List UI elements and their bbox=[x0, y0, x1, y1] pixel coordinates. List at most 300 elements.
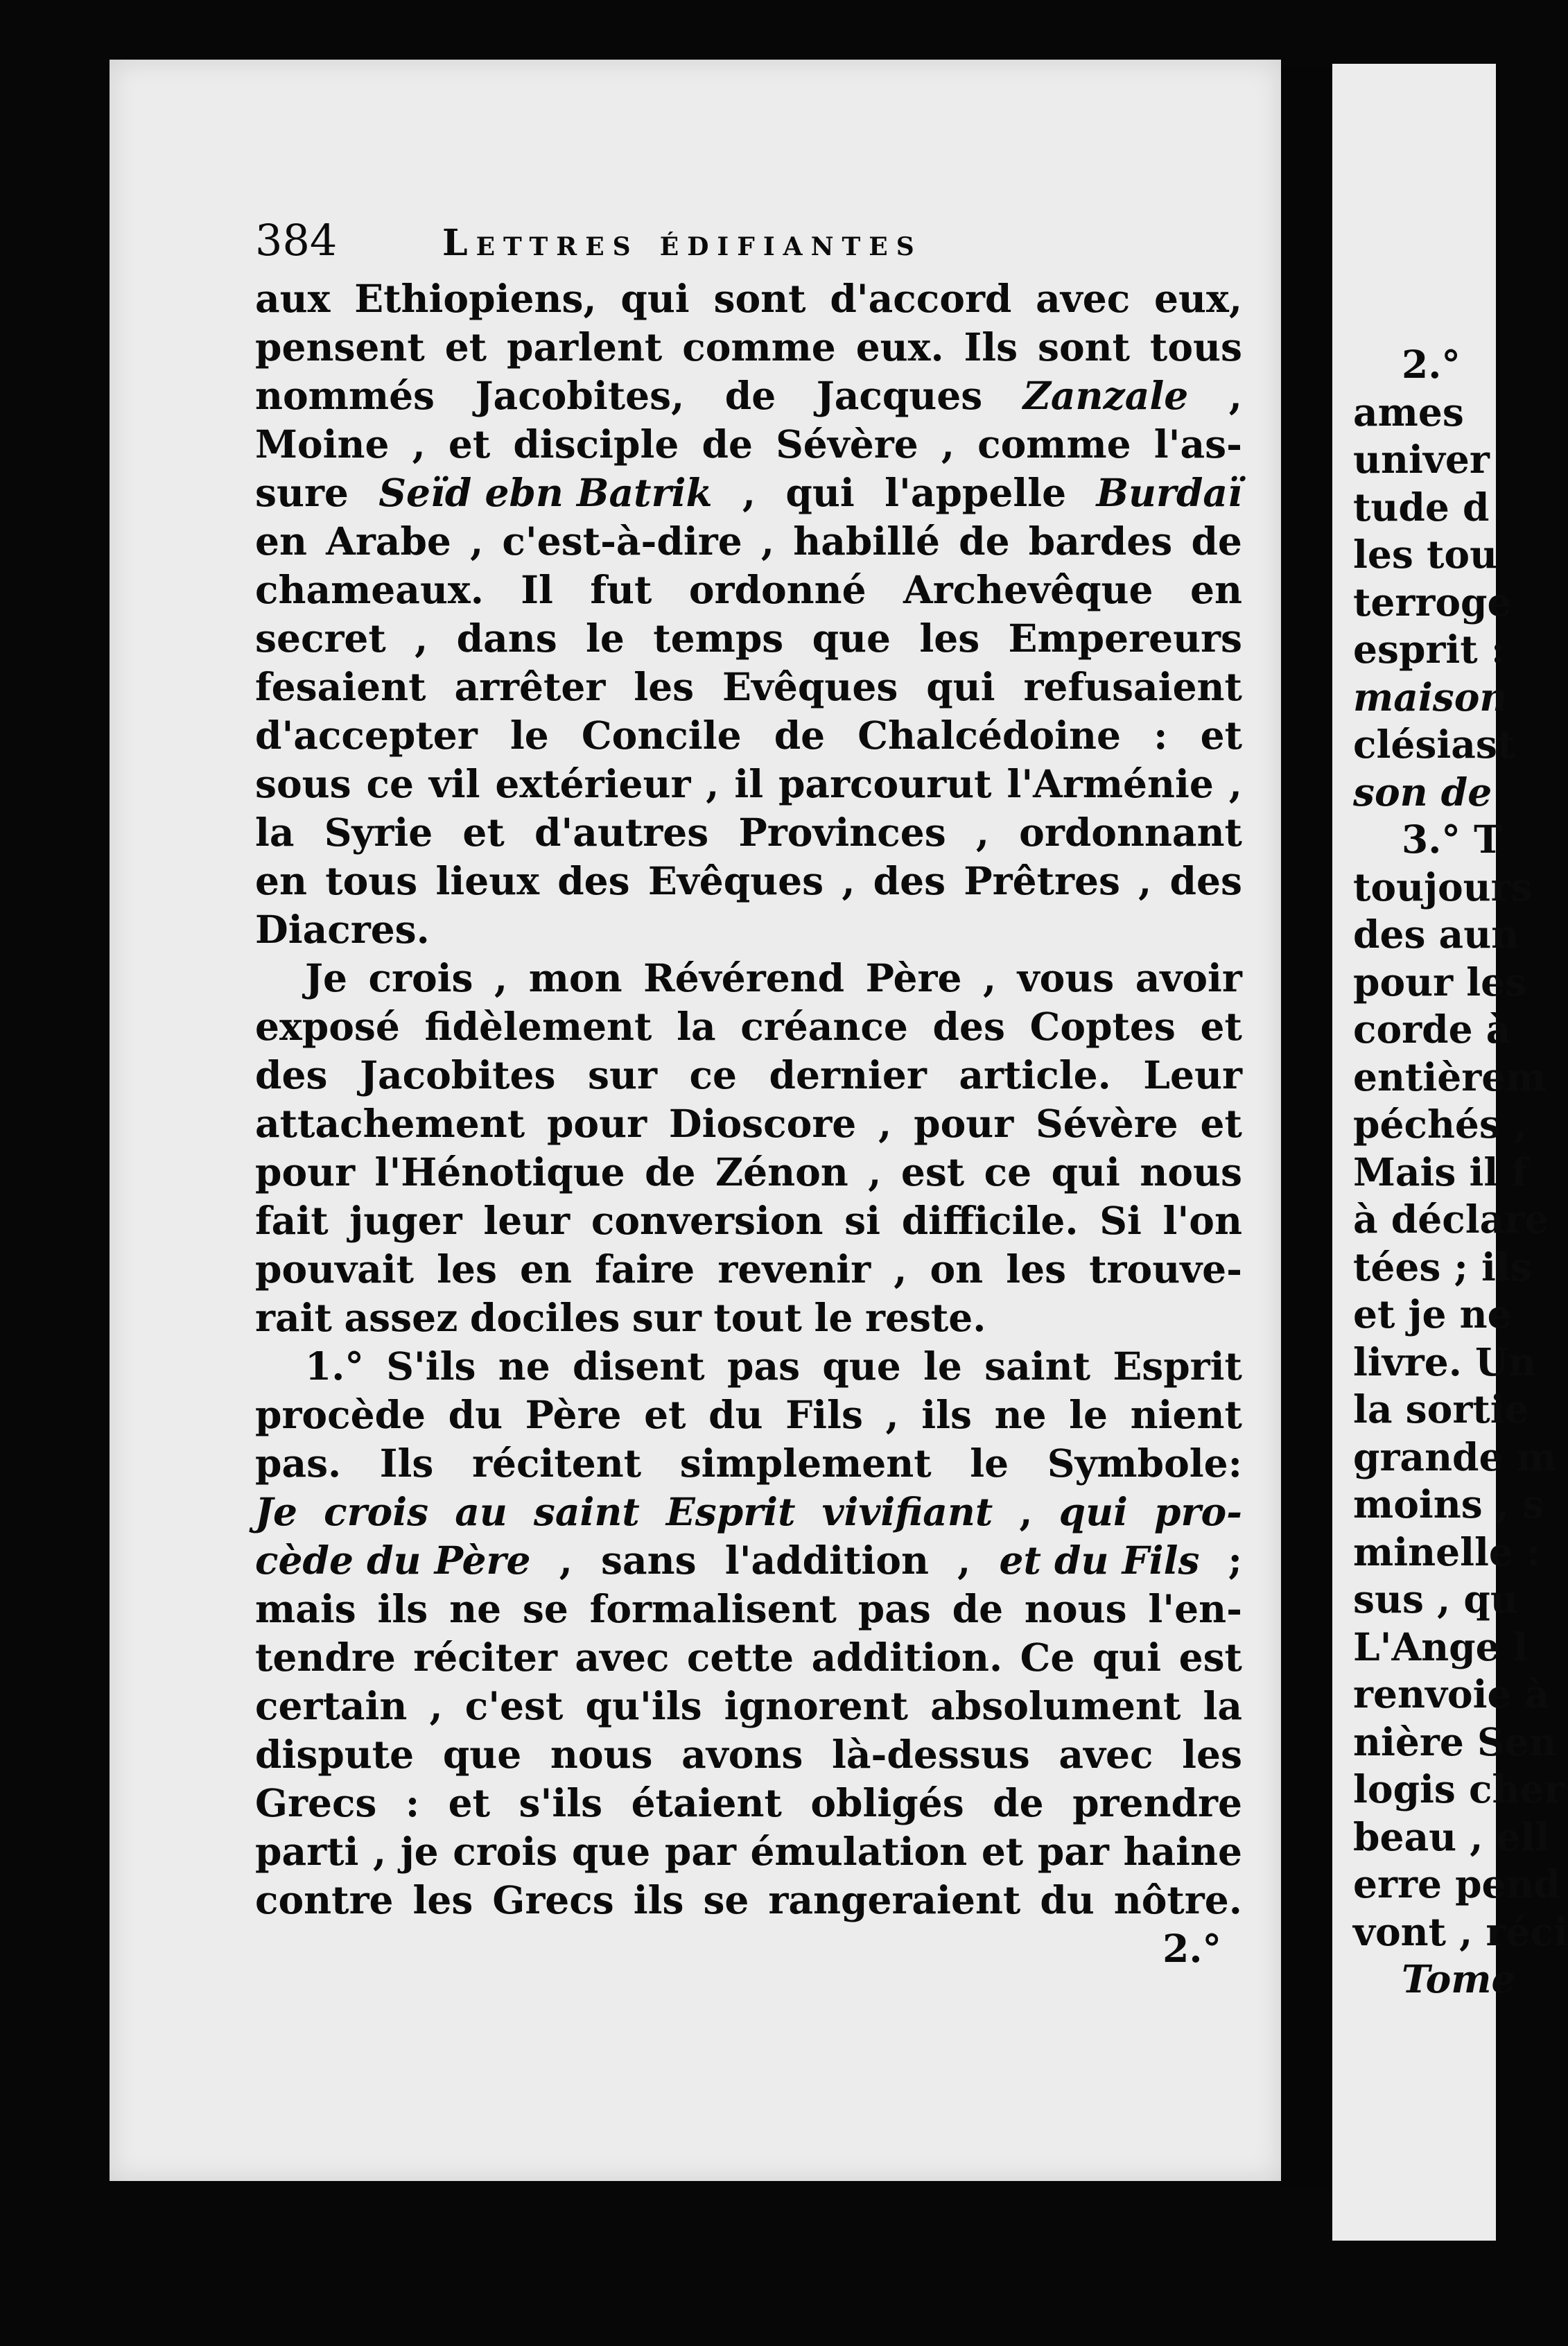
running-title: Lettres édifiantes bbox=[442, 222, 923, 264]
word: juger bbox=[349, 1198, 462, 1243]
word: , bbox=[868, 1149, 882, 1194]
word: ordonnant bbox=[1019, 810, 1242, 855]
word: étaient bbox=[631, 1780, 782, 1825]
right-text-line: entièrem bbox=[1353, 1054, 1547, 1100]
word: ce bbox=[984, 1149, 1032, 1194]
word: en bbox=[1190, 567, 1242, 612]
right-text-line: livre. Un bbox=[1353, 1339, 1536, 1384]
word: et bbox=[448, 422, 491, 467]
catchword-line bbox=[255, 1924, 1242, 1973]
word: qui bbox=[1092, 1635, 1162, 1680]
text-line bbox=[255, 1439, 1242, 1488]
word: d'accepter bbox=[255, 713, 478, 758]
word: : bbox=[1153, 713, 1168, 758]
word: si bbox=[844, 1198, 881, 1243]
text-line bbox=[255, 1633, 1242, 1682]
word: reste. bbox=[864, 1295, 986, 1340]
word: aux bbox=[255, 276, 331, 321]
word: de bbox=[952, 1586, 1004, 1631]
word: sur bbox=[631, 1295, 702, 1340]
word: sure bbox=[255, 470, 349, 515]
word: de bbox=[724, 373, 776, 418]
right-text-line: terroge bbox=[1353, 579, 1512, 625]
text-line bbox=[255, 954, 1242, 1002]
word: secret bbox=[255, 616, 386, 661]
word: dans bbox=[456, 616, 557, 661]
text-line bbox=[255, 1536, 1242, 1585]
word: Coptes bbox=[1029, 1004, 1176, 1049]
word: Ils bbox=[964, 324, 1018, 370]
word: nommés bbox=[255, 373, 435, 418]
word: les bbox=[634, 664, 695, 709]
word: de bbox=[774, 713, 826, 758]
word: c'est bbox=[464, 1683, 564, 1728]
word: crois bbox=[368, 955, 473, 1000]
word: les bbox=[437, 1246, 497, 1292]
right-text-line: esprit : bbox=[1353, 627, 1506, 672]
word: pouvait bbox=[255, 1246, 415, 1292]
word: pour bbox=[546, 1101, 647, 1146]
word: Sévère bbox=[1036, 1101, 1178, 1146]
right-text-line: corde à bbox=[1353, 1007, 1511, 1052]
word: absolument bbox=[930, 1683, 1181, 1728]
word: est bbox=[900, 1149, 965, 1194]
word: simplement bbox=[679, 1441, 932, 1486]
word: réciter bbox=[413, 1635, 557, 1680]
word: et bbox=[462, 810, 505, 855]
word: et bbox=[981, 1829, 1024, 1874]
word: eux, bbox=[1154, 276, 1242, 321]
word: cède du Père bbox=[255, 1538, 531, 1583]
word: Chalcédoine bbox=[857, 713, 1122, 758]
right-text-line: Mais il f bbox=[1353, 1149, 1528, 1194]
word: les bbox=[1182, 1732, 1242, 1777]
word: : bbox=[405, 1780, 420, 1825]
word: certain bbox=[255, 1683, 408, 1728]
word: saint bbox=[984, 1344, 1091, 1389]
word: la bbox=[677, 1004, 716, 1049]
word: et bbox=[444, 324, 487, 370]
word: l'as- bbox=[1153, 422, 1242, 467]
word: Esprit bbox=[665, 1489, 796, 1534]
word: rait bbox=[255, 1295, 332, 1340]
word: l'Arménie bbox=[1007, 761, 1214, 806]
right-text-line: beau , ell bbox=[1353, 1814, 1550, 1859]
word: pour bbox=[914, 1101, 1014, 1146]
word: refusaient bbox=[1023, 664, 1242, 709]
right-text-line: tées ; ils bbox=[1353, 1244, 1532, 1289]
word: 1.° bbox=[305, 1344, 364, 1389]
word: qui bbox=[620, 276, 690, 321]
word: en bbox=[520, 1246, 573, 1292]
word: ne bbox=[449, 1586, 502, 1631]
word: assez bbox=[344, 1295, 458, 1340]
word: qu'ils bbox=[585, 1683, 702, 1728]
word: fait bbox=[255, 1198, 329, 1243]
word: , bbox=[982, 955, 997, 1000]
text-line bbox=[255, 1779, 1242, 1827]
word: ce bbox=[366, 761, 414, 806]
book-gutter bbox=[1281, 67, 1332, 2188]
text-line bbox=[255, 275, 1242, 323]
word: saint bbox=[533, 1489, 640, 1534]
text-line bbox=[255, 711, 1242, 760]
word: Fils bbox=[785, 1392, 863, 1437]
word: Dioscore bbox=[668, 1101, 857, 1146]
word: Révérend bbox=[643, 955, 845, 1000]
word: sont bbox=[1037, 324, 1131, 370]
word: Symbole: bbox=[1047, 1441, 1242, 1486]
word: Zénon bbox=[715, 1149, 848, 1194]
right-page bbox=[1332, 64, 1568, 2241]
word: trouve- bbox=[1089, 1246, 1242, 1292]
text-line bbox=[255, 566, 1242, 614]
right-page-text bbox=[1353, 341, 1568, 2004]
word: émulation bbox=[750, 1829, 968, 1874]
word: , bbox=[1228, 761, 1242, 806]
right-text-line: renvoie à bbox=[1353, 1671, 1550, 1717]
word: par bbox=[664, 1829, 736, 1874]
word: dispute bbox=[255, 1732, 415, 1777]
text-line bbox=[255, 1051, 1242, 1100]
right-text-line: tude d bbox=[1353, 484, 1490, 530]
word: l'en- bbox=[1148, 1586, 1242, 1631]
word: récitent bbox=[471, 1441, 642, 1486]
text-line bbox=[255, 517, 1242, 566]
text-line bbox=[255, 1245, 1242, 1294]
word: prendre bbox=[1072, 1780, 1242, 1825]
right-text-line: sus , qu bbox=[1353, 1576, 1518, 1622]
word: crois bbox=[453, 1829, 558, 1874]
right-text-line: grande m bbox=[1353, 1434, 1557, 1479]
word: procède bbox=[255, 1392, 426, 1437]
word: le bbox=[814, 1295, 853, 1340]
word: Leur bbox=[1143, 1052, 1242, 1097]
word: chameaux. bbox=[255, 567, 484, 612]
word: Grecs bbox=[492, 1877, 614, 1922]
word: , bbox=[470, 519, 484, 564]
word: se bbox=[522, 1586, 568, 1631]
text-line bbox=[255, 1197, 1242, 1245]
word: des bbox=[932, 1004, 1005, 1049]
text-line bbox=[255, 323, 1242, 372]
word: l'appelle bbox=[885, 470, 1067, 515]
word: , bbox=[412, 422, 426, 467]
word: tous bbox=[325, 858, 418, 903]
word: Diacres. bbox=[255, 907, 430, 952]
text-line bbox=[255, 1876, 1242, 1924]
word: , bbox=[1228, 373, 1242, 418]
word: parti bbox=[255, 1829, 359, 1874]
word: sans bbox=[601, 1538, 697, 1583]
word: difficile. bbox=[901, 1198, 1079, 1243]
word: , bbox=[494, 955, 508, 1000]
word: comme bbox=[682, 324, 836, 370]
word: en bbox=[255, 858, 307, 903]
word: fidèlement bbox=[424, 1004, 652, 1049]
word: pour bbox=[255, 1149, 356, 1194]
word: pas bbox=[857, 1586, 931, 1631]
text-line bbox=[255, 663, 1242, 711]
word: d'accord bbox=[830, 276, 1012, 321]
text-line bbox=[255, 760, 1242, 808]
word: la bbox=[1203, 1683, 1242, 1728]
right-text-line: maison bbox=[1353, 674, 1508, 720]
word: cette bbox=[686, 1635, 794, 1680]
word: Père bbox=[525, 1392, 622, 1437]
word: des bbox=[873, 858, 946, 903]
right-text-line: L'Ange l bbox=[1353, 1624, 1528, 1669]
word: et bbox=[1200, 1101, 1242, 1146]
page-number: 384 bbox=[255, 215, 338, 266]
word: Il bbox=[521, 567, 553, 612]
word: qui bbox=[1051, 1149, 1120, 1194]
word: , bbox=[706, 761, 720, 806]
word: avec bbox=[575, 1635, 670, 1680]
word: disciple bbox=[513, 422, 679, 467]
word: il bbox=[734, 761, 764, 806]
right-text-line: 3.° T bbox=[1402, 817, 1502, 862]
word: , bbox=[1019, 1489, 1033, 1534]
running-head bbox=[255, 215, 1242, 275]
word: , bbox=[415, 616, 428, 661]
word: que bbox=[822, 1344, 901, 1389]
word: Ce bbox=[1020, 1635, 1075, 1680]
word: habillé bbox=[793, 519, 940, 564]
word: Evêques bbox=[647, 858, 824, 903]
right-text-line: clésiast bbox=[1353, 722, 1515, 767]
word: ordonné bbox=[688, 567, 866, 612]
word: c'est-à-dire bbox=[502, 519, 742, 564]
text-line bbox=[255, 1682, 1242, 1730]
word: rangeraient bbox=[768, 1877, 1021, 1922]
word: ignorent bbox=[724, 1683, 909, 1728]
word: Ethiopiens, bbox=[354, 276, 597, 321]
word: le bbox=[923, 1344, 962, 1389]
text-line bbox=[255, 372, 1242, 420]
word: Ils bbox=[379, 1441, 434, 1486]
word: , bbox=[372, 1829, 387, 1874]
word: de bbox=[959, 519, 1010, 564]
right-text-line: toujours bbox=[1353, 864, 1533, 910]
right-text-line: erre pend bbox=[1353, 1861, 1560, 1906]
text-line bbox=[255, 1294, 1242, 1342]
word: pensent bbox=[255, 324, 425, 370]
word: vil bbox=[428, 761, 480, 806]
word: on bbox=[930, 1246, 984, 1292]
word: ; bbox=[1228, 1538, 1242, 1583]
word: des bbox=[557, 858, 630, 903]
text-line bbox=[255, 614, 1242, 663]
word: , bbox=[941, 422, 955, 467]
word: Moine bbox=[255, 422, 390, 467]
word: leur bbox=[483, 1198, 570, 1243]
word: attachement bbox=[255, 1101, 525, 1146]
word: et du Fils bbox=[999, 1538, 1200, 1583]
word: pas bbox=[726, 1344, 801, 1389]
word: fut bbox=[590, 567, 652, 612]
word: S'ils bbox=[386, 1344, 476, 1389]
word: les bbox=[919, 616, 980, 661]
right-text-line: logis cher bbox=[1353, 1766, 1565, 1811]
word: du bbox=[1040, 1877, 1095, 1922]
word: , bbox=[878, 1101, 892, 1146]
word: eux. bbox=[855, 324, 944, 370]
text-line bbox=[255, 1827, 1242, 1876]
word: , bbox=[885, 1392, 899, 1437]
text-line bbox=[255, 808, 1242, 857]
word: parcourut bbox=[778, 761, 992, 806]
word: sous bbox=[255, 761, 351, 806]
word: comme bbox=[977, 422, 1131, 467]
word: Si bbox=[1099, 1198, 1142, 1243]
right-text-line: nière Sen bbox=[1353, 1719, 1557, 1764]
word: arrêter bbox=[454, 664, 606, 709]
word: nôtre. bbox=[1113, 1877, 1242, 1922]
word: , bbox=[742, 470, 756, 515]
word: de bbox=[1191, 519, 1242, 564]
word: Père bbox=[865, 955, 962, 1000]
word: d'autres bbox=[534, 810, 709, 855]
word: Concile bbox=[581, 713, 742, 758]
word: exposé bbox=[255, 1004, 400, 1049]
text-line bbox=[255, 1488, 1242, 1536]
word: tendre bbox=[255, 1635, 396, 1680]
word: Sévère bbox=[776, 422, 918, 467]
word: qui bbox=[785, 470, 855, 515]
word: tout bbox=[713, 1295, 802, 1340]
right-text-line: et je ne bbox=[1353, 1292, 1512, 1337]
word: ce bbox=[689, 1052, 737, 1097]
word: crois bbox=[324, 1489, 429, 1534]
word: vous bbox=[1017, 955, 1115, 1000]
word: au bbox=[455, 1489, 507, 1534]
right-text-line: ames bbox=[1353, 389, 1464, 435]
body-text bbox=[255, 275, 1242, 1973]
word: Je bbox=[255, 1489, 298, 1534]
word: formalisent bbox=[589, 1586, 837, 1631]
word: Evêques bbox=[722, 664, 898, 709]
text-line bbox=[255, 857, 1242, 905]
right-text-line: Tome bbox=[1402, 1956, 1516, 2001]
word: Archevêque bbox=[903, 567, 1153, 612]
word: nous bbox=[1024, 1586, 1127, 1631]
word: ils bbox=[377, 1586, 428, 1631]
word: des bbox=[1169, 858, 1242, 903]
word: Jacobites, bbox=[475, 373, 685, 418]
word: les bbox=[412, 1877, 473, 1922]
word: conversion bbox=[591, 1198, 824, 1243]
right-text-line: moins , s bbox=[1353, 1482, 1544, 1527]
word: du bbox=[708, 1392, 763, 1437]
word: et bbox=[1200, 713, 1242, 758]
word: le bbox=[970, 1441, 1009, 1486]
text-line bbox=[255, 1585, 1242, 1633]
word: Zanzale bbox=[1022, 373, 1189, 418]
catchword: 2.° bbox=[1162, 1926, 1221, 1971]
word: mon bbox=[528, 955, 622, 1000]
word: l'on bbox=[1162, 1198, 1242, 1243]
right-text-line: 2.° bbox=[1402, 342, 1461, 387]
word: Jacques bbox=[816, 373, 983, 418]
right-text-line: pour les bbox=[1353, 959, 1527, 1005]
word: contre bbox=[255, 1877, 394, 1922]
word: avec bbox=[1059, 1732, 1153, 1777]
text-line bbox=[255, 1730, 1242, 1779]
word: avoir bbox=[1135, 955, 1242, 1000]
word: avec bbox=[1036, 276, 1131, 321]
word: sur bbox=[588, 1052, 657, 1097]
word: sont bbox=[713, 276, 806, 321]
text-line bbox=[255, 1002, 1242, 1051]
word: , bbox=[975, 810, 989, 855]
word: de bbox=[645, 1149, 696, 1194]
text-line bbox=[255, 1391, 1242, 1439]
word: et bbox=[644, 1392, 686, 1437]
word: se bbox=[703, 1877, 749, 1922]
word: nous bbox=[1140, 1149, 1242, 1194]
word: Empereurs bbox=[1008, 616, 1242, 661]
word: le bbox=[509, 713, 549, 758]
word: créance bbox=[740, 1004, 908, 1049]
word: les bbox=[1006, 1246, 1067, 1292]
word: du bbox=[448, 1392, 503, 1437]
word: Burdaï bbox=[1096, 470, 1242, 515]
right-text-line: la sortie bbox=[1353, 1387, 1529, 1432]
word: obligés bbox=[810, 1780, 964, 1825]
word: s'ils bbox=[519, 1780, 603, 1825]
word: , bbox=[894, 1246, 907, 1292]
word: addition. bbox=[811, 1635, 1003, 1680]
word: pro- bbox=[1154, 1489, 1242, 1534]
word: qui bbox=[926, 664, 995, 709]
word: , bbox=[957, 1538, 971, 1583]
word: disent bbox=[573, 1344, 705, 1389]
word: dociles bbox=[469, 1295, 620, 1340]
word: revenir bbox=[717, 1246, 871, 1292]
word: Arabe bbox=[326, 519, 451, 564]
word: parlent bbox=[506, 324, 663, 370]
word: de bbox=[993, 1780, 1044, 1825]
word: lieux bbox=[435, 858, 539, 903]
word: ne bbox=[498, 1344, 550, 1389]
word: temps bbox=[653, 616, 784, 661]
word: l'Hénotique bbox=[374, 1149, 625, 1194]
word: Prêtres bbox=[964, 858, 1120, 903]
word: le bbox=[586, 616, 625, 661]
right-text-line: péchés , bbox=[1353, 1102, 1528, 1147]
word: ils bbox=[921, 1392, 972, 1437]
word: par bbox=[1037, 1829, 1109, 1874]
text-line bbox=[255, 469, 1242, 517]
right-text-line: des aun bbox=[1353, 912, 1519, 957]
text-line bbox=[255, 420, 1242, 469]
word: Seïd ebn Batrik bbox=[378, 470, 713, 515]
word: extérieur bbox=[495, 761, 691, 806]
text-line bbox=[255, 1100, 1242, 1148]
word: et bbox=[448, 1780, 491, 1825]
right-text-line: minelle : bbox=[1353, 1529, 1541, 1574]
word: Provinces bbox=[738, 810, 946, 855]
word: est bbox=[1178, 1635, 1242, 1680]
word: ne bbox=[994, 1392, 1047, 1437]
word: pas. bbox=[255, 1441, 342, 1486]
word: vivifiant bbox=[821, 1489, 993, 1534]
word: Esprit bbox=[1113, 1344, 1242, 1389]
word: dernier bbox=[769, 1052, 927, 1097]
word: haine bbox=[1123, 1829, 1242, 1874]
word: , bbox=[429, 1683, 443, 1728]
